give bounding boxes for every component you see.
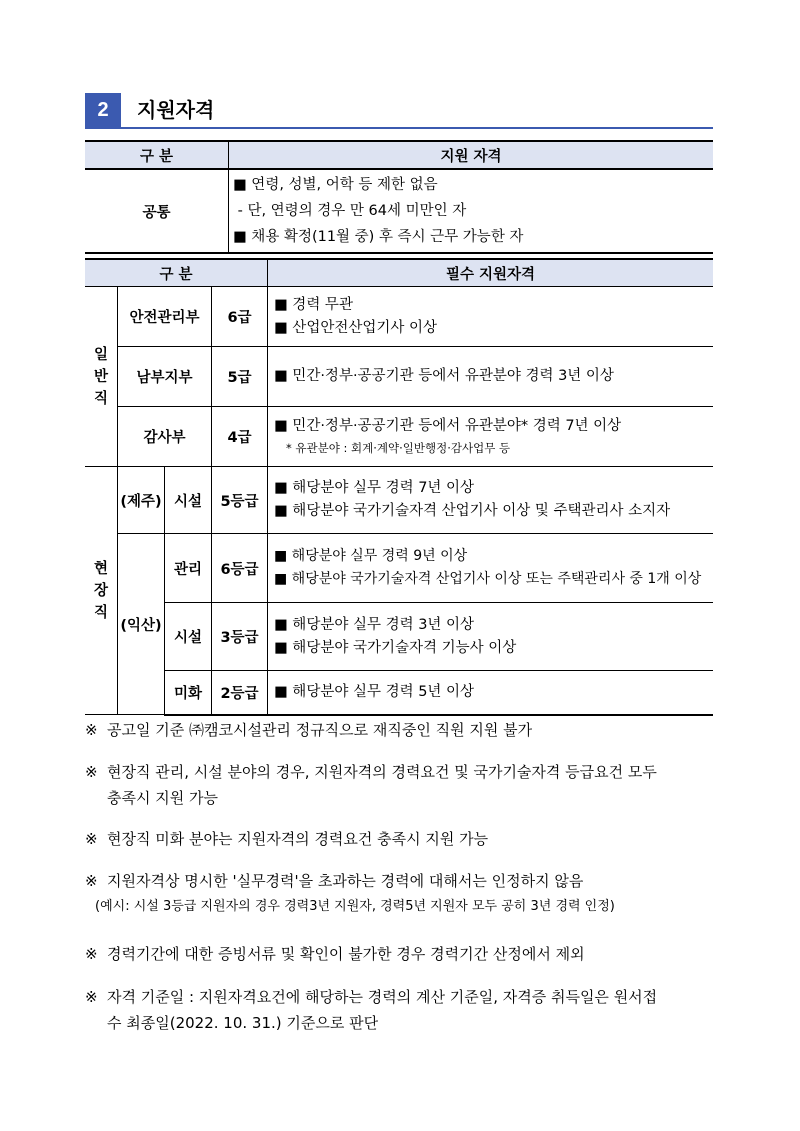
grade: 5급	[212, 347, 268, 407]
area: 시설	[165, 467, 212, 534]
section-heading	[85, 93, 713, 129]
region-iksan: (익산)	[118, 534, 165, 715]
dept-name: 남부지부	[118, 347, 212, 407]
category-common: 공통	[85, 169, 229, 253]
requirement-line: ■ 산업안전산업기사 이상	[274, 319, 437, 336]
common-line: ■ 채용 확정(11월 중) 후 즉시 근무 가능한 자	[233, 229, 524, 245]
requirement-line: ■ 해당분야 실무 경력 9년 이상	[274, 548, 468, 564]
requirement-line: ■ 해당분야 실무 경력 7년 이상	[274, 480, 475, 496]
requirement-line: ■ 민간·정부·공공기관 등에서 유관분야 경력 3년 이상	[274, 368, 614, 384]
requirement-cell	[268, 534, 714, 603]
requirement-line: ■ 민간·정부·공공기관 등에서 유관분야* 경력 7년 이상	[274, 418, 622, 434]
requirement-line: ■ 경력 무관	[274, 296, 353, 313]
requirement-line: ■ 해당분야 국가기술자격 기능사 이상	[274, 639, 517, 656]
note-item: ※ 경력기간에 대한 증빙서류 및 확인이 불가한 경우 경력기간 산정에서 제외	[85, 945, 585, 963]
note-item: ※ 현장직 관리, 시설 분야의 경우, 지원자격의 경력요건 및 국가기술자격 등급요건 모두 충족시 지원 가능	[85, 763, 657, 807]
area: 미화	[165, 671, 212, 715]
footnote: * 유관분야 : 회계·계약·일반행정·감사업무 등	[286, 441, 511, 455]
common-line: - 단, 연령의 경우 만 64세 미만인 자	[233, 203, 467, 219]
grade: 4급	[212, 407, 268, 467]
requirement-cell	[268, 347, 714, 407]
section-title: 지원자격	[137, 98, 215, 122]
region-jeju: (제주)	[118, 467, 165, 534]
note-item: ※ 지원자격상 명시한 '실무경력'을 초과하는 경력에 대해서는 인정하지 않음 (예시: 시설 3등급 지원자의 경우 경력3년 지원자, 경력5년 지원자 모두 공히 3년 경력 인정)	[85, 872, 615, 914]
requirement-cell	[268, 603, 714, 671]
dept-name: 감사부	[118, 407, 212, 467]
requirement-line: ■ 해당분야 실무 경력 3년 이상	[274, 616, 475, 633]
group-field: 현 장 직	[85, 467, 118, 715]
requirement-cell	[268, 287, 714, 347]
requirement-cell	[268, 407, 714, 467]
header-required: 필수 지원자격	[268, 259, 714, 287]
heading-underline	[85, 127, 713, 129]
requirement-line: ■ 해당분야 국가기술자격 산업기사 이상 및 주택관리사 소지자	[274, 503, 671, 519]
header-qualification: 지원 자격	[229, 141, 714, 169]
group-general: 일 반 직	[85, 287, 118, 467]
section-number: 2	[85, 93, 121, 127]
note-item: ※ 자격 기준일 : 지원자격요건에 해당하는 경력의 계산 기준일, 자격증 취득일은 원서접 수 최종일(2022. 10. 31.) 기준으로 판단	[85, 988, 658, 1032]
area: 시설	[165, 603, 212, 671]
grade: 5등급	[212, 467, 268, 534]
note-item: ※ 현장직 미화 분야는 지원자격의 경력요건 충족시 지원 가능	[85, 830, 489, 848]
grade: 3등급	[212, 603, 268, 671]
grade: 2등급	[212, 671, 268, 715]
common-line: ■ 연령, 성별, 어학 등 제한 없음	[233, 177, 438, 193]
header-category: 구 분	[85, 259, 268, 287]
dept-name: 안전관리부	[118, 287, 212, 347]
note-item: ※ 공고일 기준 ㈜캠코시설관리 정규직으로 재직중인 직원 지원 불가	[85, 721, 533, 739]
required-qualification-table	[85, 258, 713, 716]
grade: 6등급	[212, 534, 268, 603]
common-qualification-body	[229, 169, 714, 253]
header-category: 구 분	[85, 141, 229, 169]
area: 관리	[165, 534, 212, 603]
common-qualification-table	[85, 140, 713, 254]
grade: 6급	[212, 287, 268, 347]
requirement-line: ■ 해당분야 국가기술자격 산업기사 이상 또는 주택관리사 중 1개 이상	[274, 571, 702, 587]
requirement-line: ■ 해당분야 실무 경력 5년 이상	[274, 683, 475, 700]
requirement-cell	[268, 467, 714, 534]
requirement-cell	[268, 671, 714, 715]
heading-band	[185, 93, 713, 127]
